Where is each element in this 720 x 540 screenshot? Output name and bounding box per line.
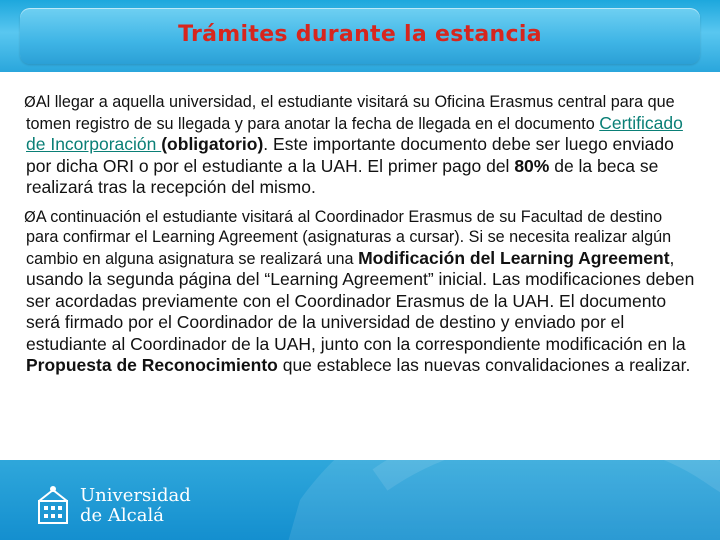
arrow-bullet-icon: Ø: [24, 207, 36, 226]
logo-line-2: de Alcalá: [80, 505, 164, 526]
recognition-term: Propuesta de Reconocimiento: [26, 355, 278, 375]
body-content: [26, 92, 696, 385]
logo-line-1: Universidad: [80, 485, 191, 506]
paragraph-text: A continuación el estudiante visitará al Coordinador Erasmus de su Facultad de destino para confirmar el Learning Agreement (asignaturas a cursar). Si se necesita realizar algún cambio en alguna asignatura se realizará una: [26, 207, 672, 268]
paragraph-text: Al llegar a aquella universidad, el estudiante visitará su Oficina Erasmus central para que tomen registro de su llegada y para anotar la fecha de llegada en el documento: [26, 93, 675, 133]
university-crest-icon: [36, 485, 70, 527]
mandatory-note: (obligatorio): [161, 134, 264, 154]
certificate-link[interactable]: Certificado de Incorporación: [26, 112, 683, 154]
paragraph-text: , usando la segunda página del “Learning Agreement” inicial. Las modificaciones deben ser acordadas previamente con el Coordinador Erasmus de la UAH. El documento será firmado por el Coordinador de la universidad de destino y enviado por el estudiante al Coordinador de la UAH, junto con la correspondiente modificación en la: [26, 247, 695, 354]
paragraph-text: que establece las nuevas convalidaciones a realizar.: [277, 355, 691, 375]
slide-title: Trámites durante la estancia: [178, 22, 542, 47]
percent-value: 80%: [514, 155, 550, 176]
modification-term: Modificación del Learning Agreement: [358, 247, 670, 268]
arrow-bullet-icon: Ø: [24, 93, 36, 111]
university-logo: [36, 482, 191, 530]
paragraph-text: . Este importante documento debe ser luego enviado por dicha ORI o por el estudiante a la UAH. El primer pago del: [26, 134, 674, 176]
paragraph-learning-agreement: [26, 207, 696, 377]
paragraph-arrival: [26, 92, 696, 199]
paragraph-text: de la beca se realizará tras la recepción del mismo.: [26, 155, 659, 197]
university-name: [80, 486, 191, 526]
